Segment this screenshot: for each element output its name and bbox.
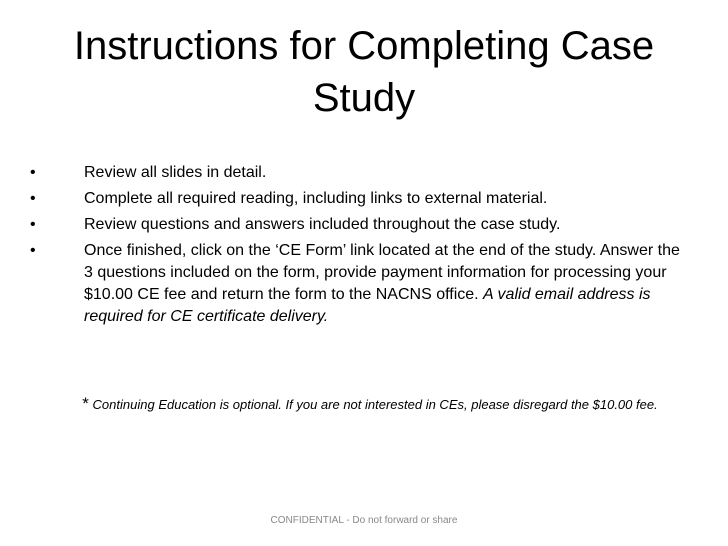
bullet-icon: • — [30, 216, 36, 233]
bullet-icon: • — [30, 242, 36, 259]
list-item-text: Review all slides in detail. — [84, 164, 267, 181]
list-item — [0, 240, 728, 328]
email-requirement-note: A valid email address is required for CE certificate delivery. — [84, 286, 651, 325]
ce-optional-footnote — [50, 394, 690, 415]
list-item — [0, 162, 728, 184]
list-item — [0, 188, 728, 210]
slide-title: Instructions for Completing Case Study — [73, 24, 655, 120]
list-item-text: Review questions and answers included throughout the case study. — [84, 216, 561, 233]
confidential-footer: CONFIDENTIAL - Do not forward or share — [270, 515, 458, 526]
footnote-text: Continuing Education is optional. If you are not interested in CEs, please disregard the $10.00 fee. — [92, 397, 658, 412]
list-item — [0, 214, 728, 236]
list-item-text: Complete all required reading, including links to external material. — [84, 190, 548, 207]
asterisk-icon: * — [82, 394, 89, 413]
list-item-text: Once finished, click on the ‘CE Form’ link located at the end of the study. Answer the 3 questions included on the form, provide payment information for processing your $10.00 CE fee and return the form to the NACNS office. — [84, 242, 680, 303]
bullet-icon: • — [30, 190, 36, 207]
instruction-list — [0, 162, 728, 332]
bullet-icon: • — [30, 164, 36, 181]
